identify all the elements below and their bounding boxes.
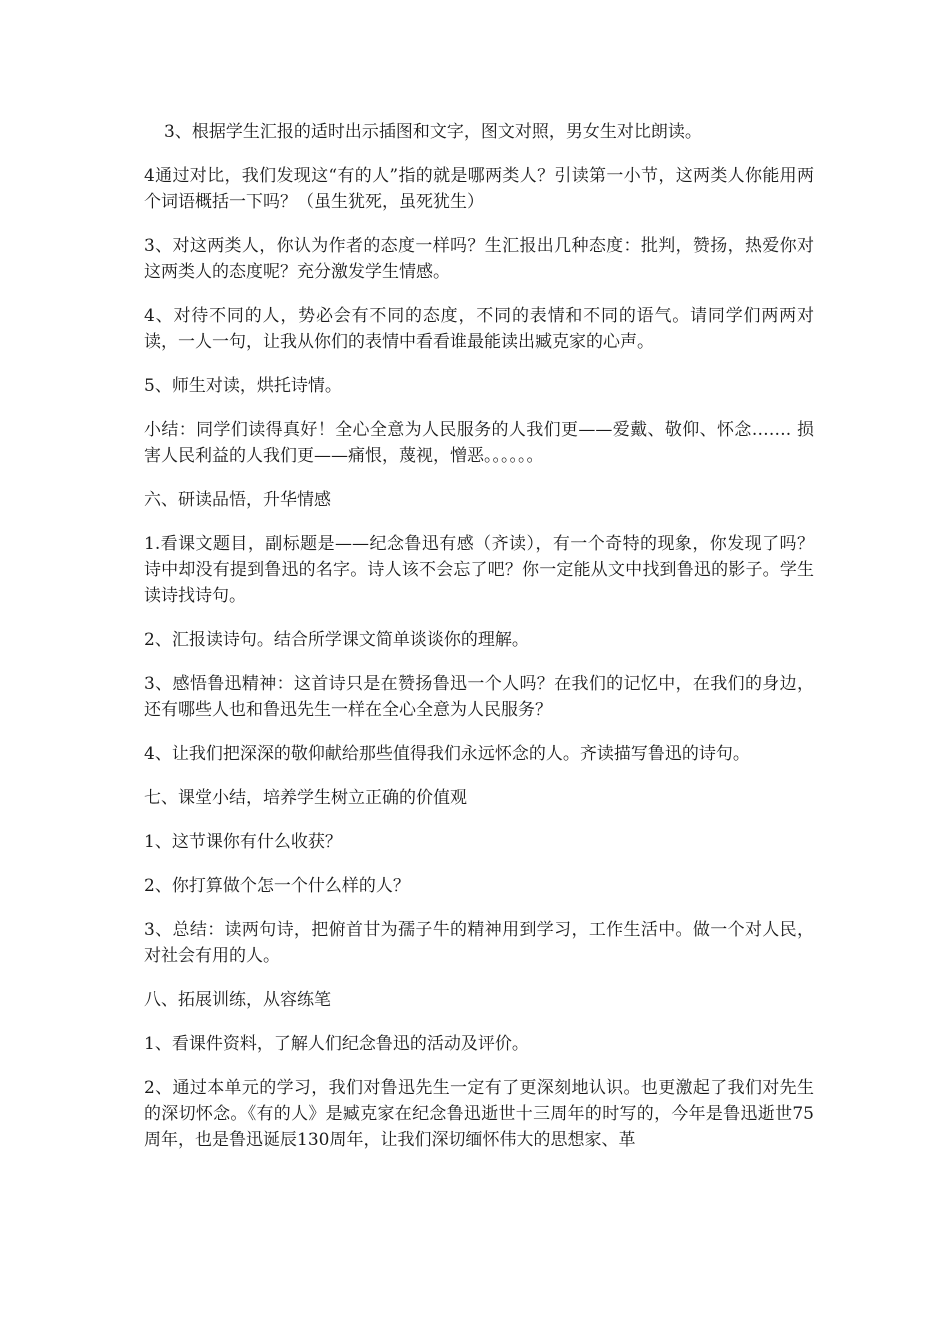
paragraph-12: 1、这节课你有什么收获？ (144, 832, 342, 852)
paragraph-8: 2、汇报读诗句。结合所学课文简单谈谈你的理解。 (144, 630, 529, 650)
paragraph-14: 3、总结：读两句诗，把俯首甘为孺子牛的精神用到学习，工作生活中。做一个对人民，对社会有用的人。 (144, 920, 814, 966)
paragraph-5: 5、师生对读，烘托诗情。 (144, 376, 342, 396)
section-heading-7: 七、课堂小结，培养学生树立正确的价值观 (144, 788, 467, 808)
paragraph-16: 1、看课件资料，了解人们纪念鲁迅的活动及评价。 (144, 1034, 529, 1054)
paragraph-10: 4、让我们把深深的敬仰献给那些值得我们永远怀念的人。齐读描写鲁迅的诗句。 (144, 744, 750, 764)
paragraph-9: 3、感悟鲁迅精神：这首诗只是在赞扬鲁迅一个人吗？在我们的记忆中，在我们的身边，还有哪些人也和鲁迅先生一样在全心全意为人民服务？ (144, 674, 814, 720)
paragraph-17: 2、通过本单元的学习，我们对鲁迅先生一定有了更深刻地认识。也更激起了我们对先生的深切怀念。《有的人》是臧克家在纪念鲁迅逝世十三周年的时写的，今年是鲁迅逝世75周年，也是鲁迅诞辰130周年，让我们深切缅怀伟大的思想家、革 (144, 1078, 814, 1150)
paragraph-2: 4通过对比，我们发现这“有的人”指的就是哪两类人？引读第一小节，这两类人你能用两个词语概括一下吗？（虽生犹死，虽死犹生） (144, 166, 814, 212)
paragraph-3: 3、对这两类人，你认为作者的态度一样吗？生汇报出几种态度：批判，赞扬，热爱你对这两类人的态度呢？充分激发学生情感。 (144, 236, 814, 282)
paragraph-7: 1.看课文题目，副标题是——纪念鲁迅有感（齐读），有一个奇特的现象，你发现了吗？诗中却没有提到鲁迅的名字。诗人该不会忘了吧？你一定能从文中找到鲁迅的影子。学生读诗找诗句。 (144, 534, 814, 606)
paragraph-1: 3、根据学生汇报的适时出示插图和文字，图文对照，男女生对比朗读。 (164, 122, 702, 142)
document-body (144, 119, 814, 1171)
section-heading-8: 八、拓展训练，从容练笔 (144, 990, 331, 1010)
paragraph-summary: 小结：同学们读得真好！全心全意为人民服务的人我们更——爱戴、敬仰、怀念……. 损害人民利益的人我们更——痛恨，蔑视，憎恶。。。。。。 (144, 420, 814, 466)
paragraph-4: 4、对待不同的人，势必会有不同的态度，不同的表情和不同的语气。请同学们两两对读，一人一句，让我从你们的表情中看看谁最能读出臧克家的心声。 (144, 306, 814, 352)
paragraph-13: 2、你打算做个怎一个什么样的人？ (144, 876, 410, 896)
section-heading-6: 六、研读品悟，升华情感 (144, 490, 331, 510)
